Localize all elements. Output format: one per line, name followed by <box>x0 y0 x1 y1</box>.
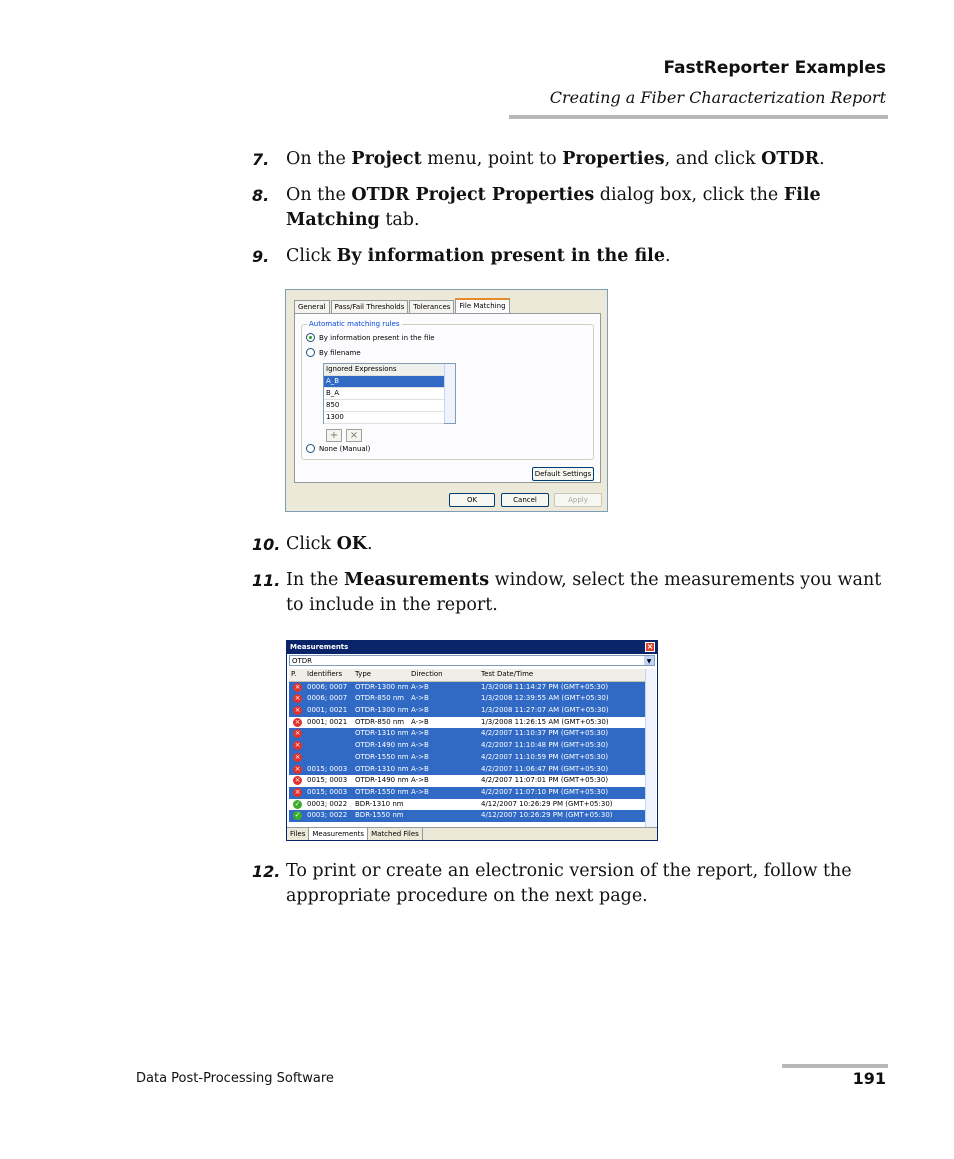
tab-general[interactable]: General <box>294 300 330 313</box>
fail-icon: × <box>294 694 301 703</box>
table-cell: A->B <box>411 706 429 715</box>
table-cell: 1/3/2008 11:14:27 PM (GMT+05:30) <box>481 682 609 691</box>
table-cell: A->B <box>411 764 429 773</box>
table-cell: 0001; 0021 <box>307 717 348 726</box>
radio-by-filename[interactable] <box>306 348 361 357</box>
group-title: Automatic matching rules <box>309 320 400 328</box>
column-header[interactable]: Identifiers <box>307 670 343 678</box>
measurement-type-select[interactable]: OTDR ▼ <box>289 655 655 666</box>
step-number: 7. <box>252 150 270 169</box>
list-item[interactable]: A_B <box>324 376 444 388</box>
tab-file-matching[interactable]: File Matching <box>455 298 509 313</box>
table-scrollbar[interactable] <box>645 669 656 827</box>
table-cell: OTDR-850 nm <box>355 717 405 726</box>
table-header <box>289 669 645 682</box>
step-text: On the Project menu, point to Properties, and click OTDR. <box>286 149 825 169</box>
table-row[interactable] <box>289 740 645 752</box>
table-row[interactable] <box>289 752 645 764</box>
table-cell: 1/3/2008 11:27:07 AM (GMT+05:30) <box>481 706 609 715</box>
column-header[interactable]: Type <box>355 670 372 678</box>
tab-pass-fail-thresholds[interactable]: Pass/Fail Thresholds <box>331 300 409 313</box>
running-header-subtitle: Creating a Fiber Characterization Report <box>549 88 886 107</box>
table-cell: OTDR-1300 nm <box>355 682 409 691</box>
page-number: 191 <box>852 1069 886 1088</box>
table-cell: 0006; 0007 <box>307 694 348 703</box>
fail-icon: × <box>294 729 301 738</box>
chevron-down-icon[interactable]: ▼ <box>644 656 654 665</box>
list-item[interactable]: 850 <box>324 400 444 412</box>
step-number: 10. <box>252 535 281 554</box>
radio-label: None (Manual) <box>319 444 371 453</box>
tab-matched-files[interactable]: Matched Files <box>368 828 423 841</box>
table-cell: OTDR-1300 nm <box>355 706 409 715</box>
apply-button[interactable]: Apply <box>554 493 602 507</box>
table-row[interactable] <box>289 693 645 705</box>
table-cell: 0015; 0003 <box>307 787 348 796</box>
header-rule <box>509 115 888 119</box>
table-row[interactable] <box>289 775 645 787</box>
radio-icon <box>306 444 315 453</box>
fail-icon: × <box>294 717 301 726</box>
table-cell: 0003; 0022 <box>307 811 348 820</box>
table-cell: 4/12/2007 10:26:29 PM (GMT+05:30) <box>481 799 613 808</box>
radio-label: By information present in the file <box>319 333 435 342</box>
table-row[interactable] <box>289 682 645 694</box>
step-7 <box>252 147 882 172</box>
fail-icon: × <box>294 741 301 750</box>
radio-selected-icon <box>306 333 315 342</box>
step-10 <box>252 532 882 557</box>
table-cell: OTDR-1550 nm <box>355 787 409 796</box>
measurements-window <box>286 640 658 841</box>
table-cell: 4/2/2007 11:10:59 PM (GMT+05:30) <box>481 752 609 761</box>
table-cell: 4/2/2007 11:07:10 PM (GMT+05:30) <box>481 787 609 796</box>
step-text: Click By information present in the file. <box>286 246 671 266</box>
footer-text: Data Post-Processing Software <box>136 1071 334 1086</box>
step-text: In the Measurements window, select the measurements you want to include in the report. <box>286 570 882 615</box>
table-cell: A->B <box>411 694 429 703</box>
otdr-project-properties-dialog <box>285 289 608 512</box>
fail-icon: × <box>294 752 301 761</box>
table-cell: 0015; 0003 <box>307 764 348 773</box>
list-scrollbar[interactable] <box>444 364 455 423</box>
matching-rules-group <box>301 320 594 460</box>
table-row[interactable] <box>289 705 645 717</box>
step-11 <box>252 568 882 618</box>
table-cell: A->B <box>411 752 429 761</box>
window-title: Measurements × <box>287 641 657 654</box>
table-cell: 4/2/2007 11:07:01 PM (GMT+05:30) <box>481 776 609 785</box>
table-cell: OTDR-1490 nm <box>355 741 409 750</box>
fail-icon: × <box>294 764 301 773</box>
footer-rule <box>782 1064 888 1068</box>
table-row[interactable] <box>289 799 645 811</box>
table-cell: 1/3/2008 12:39:55 AM (GMT+05:30) <box>481 694 609 703</box>
table-cell: A->B <box>411 717 429 726</box>
fail-icon: × <box>294 706 301 715</box>
column-header[interactable]: Test Date/Time <box>481 670 534 678</box>
table-cell: OTDR-1550 nm <box>355 752 409 761</box>
column-header[interactable]: P. <box>291 670 297 678</box>
step-8 <box>252 183 882 233</box>
table-cell: 4/2/2007 11:10:48 PM (GMT+05:30) <box>481 741 609 750</box>
table-row[interactable] <box>289 764 645 776</box>
table-cell: 0003; 0022 <box>307 799 348 808</box>
file-matching-panel <box>294 313 601 483</box>
table-cell: A->B <box>411 741 429 750</box>
radio-icon <box>306 348 315 357</box>
table-cell: BDR-1310 nm <box>355 799 404 808</box>
step-number: 11. <box>252 571 281 590</box>
table-cell: OTDR-1310 nm <box>355 764 409 773</box>
dialog-tabs <box>294 300 511 313</box>
step-number: 8. <box>252 186 270 205</box>
measurements-table <box>289 669 645 822</box>
default-settings-button[interactable]: Default Settings <box>532 467 594 481</box>
step-text: Click OK. <box>286 534 373 554</box>
step-text: On the OTDR Project Properties dialog box, click the File Matching tab. <box>286 185 821 230</box>
table-cell: 0001; 0021 <box>307 706 348 715</box>
table-row[interactable] <box>289 810 645 822</box>
radio-label: By filename <box>319 348 361 357</box>
table-cell: BDR-1550 nm <box>355 811 404 820</box>
table-cell: 1/3/2008 11:26:15 AM (GMT+05:30) <box>481 717 609 726</box>
table-cell: 4/2/2007 11:10:37 PM (GMT+05:30) <box>481 729 609 738</box>
step-number: 12. <box>252 862 281 881</box>
bottom-tabs <box>287 827 657 841</box>
table-cell: 4/2/2007 11:06:47 PM (GMT+05:30) <box>481 764 609 773</box>
table-cell: A->B <box>411 787 429 796</box>
table-cell: 0015; 0003 <box>307 776 348 785</box>
remove-icon[interactable]: × <box>346 429 362 442</box>
table-row[interactable] <box>289 787 645 799</box>
fail-icon: × <box>294 776 301 785</box>
tab-tolerances[interactable]: Tolerances <box>409 300 454 313</box>
fail-icon: × <box>294 682 301 691</box>
pass-icon: ✓ <box>294 811 301 820</box>
step-9 <box>252 244 882 269</box>
table-cell: OTDR-1310 nm <box>355 729 409 738</box>
close-icon[interactable]: × <box>646 642 654 651</box>
column-header[interactable]: Direction <box>411 670 443 678</box>
pass-icon: ✓ <box>294 799 301 808</box>
step-text: To print or create an electronic version of the report, follow the appropriate procedure on the next page. <box>286 861 852 906</box>
list-header: Ignored Expressions <box>324 364 444 376</box>
table-row[interactable] <box>289 728 645 740</box>
ignored-expressions-list[interactable] <box>323 363 456 424</box>
table-cell: OTDR-850 nm <box>355 694 405 703</box>
radio-none-manual[interactable] <box>306 444 370 453</box>
table-cell: 4/12/2007 10:26:29 PM (GMT+05:30) <box>481 811 613 820</box>
step-number: 9. <box>252 247 270 266</box>
step-12 <box>252 859 882 909</box>
table-cell: A->B <box>411 682 429 691</box>
add-icon[interactable]: + <box>326 429 342 442</box>
running-header-title: FastReporter Examples <box>663 58 886 78</box>
table-cell: 0006; 0007 <box>307 682 348 691</box>
tab-measurements[interactable]: Measurements <box>309 828 368 841</box>
fail-icon: × <box>294 787 301 796</box>
table-cell: A->B <box>411 776 429 785</box>
table-row[interactable] <box>289 717 645 729</box>
radio-by-information[interactable] <box>306 333 435 342</box>
cancel-button[interactable]: Cancel <box>501 493 549 507</box>
table-cell: A->B <box>411 729 429 738</box>
list-item[interactable]: 1300 <box>324 412 444 424</box>
ok-button[interactable]: OK <box>449 493 495 507</box>
tab-files[interactable]: Files <box>287 828 309 841</box>
table-cell: OTDR-1490 nm <box>355 776 409 785</box>
list-item[interactable]: B_A <box>324 388 444 400</box>
